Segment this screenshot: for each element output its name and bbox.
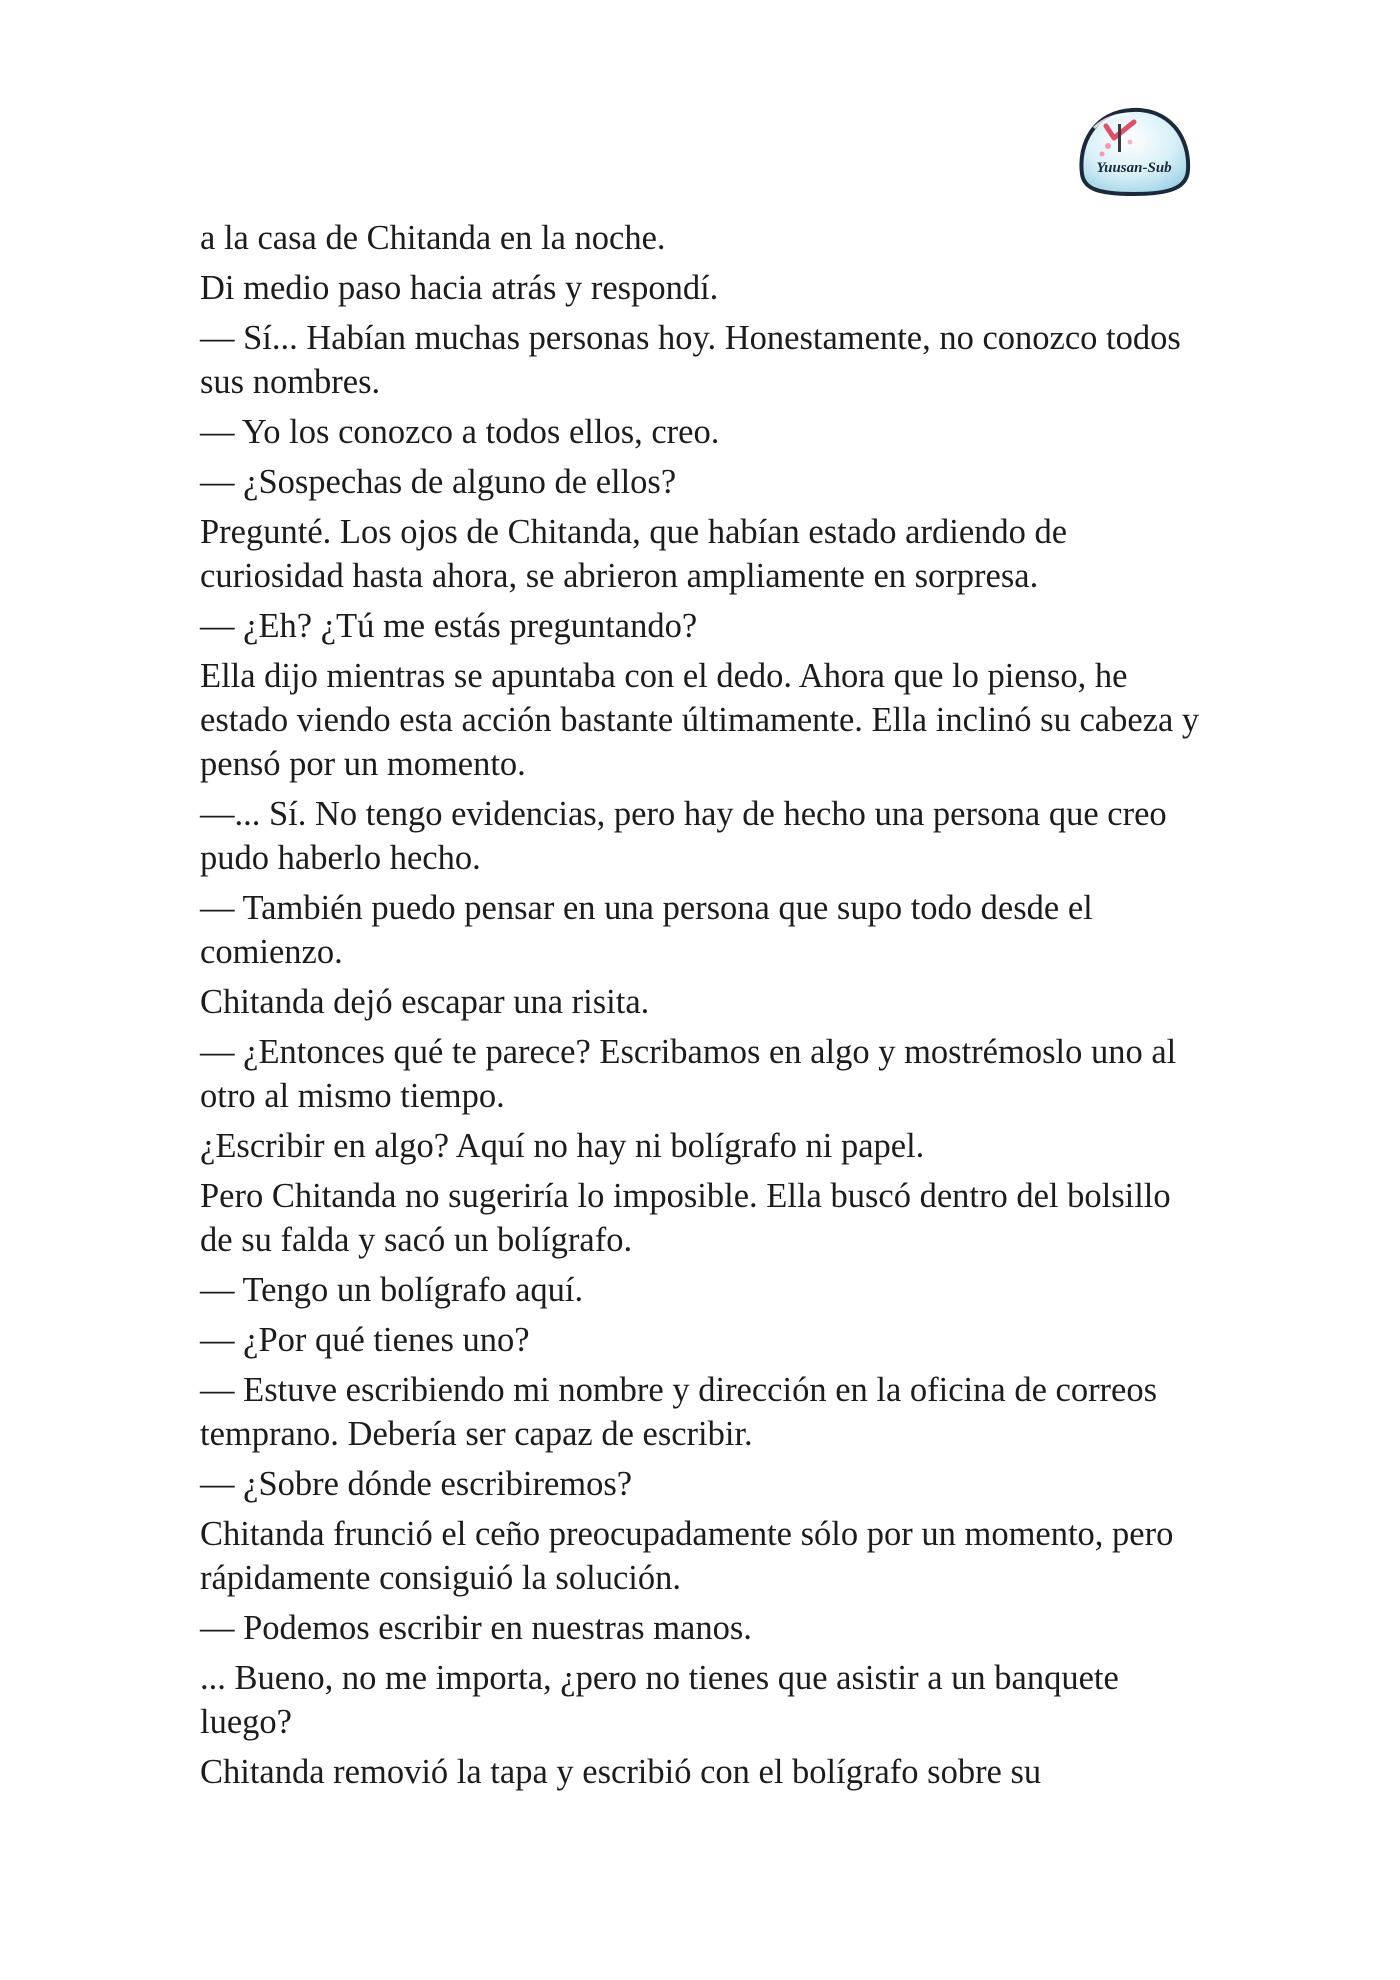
paragraph: —... Sí. No tengo evidencias, pero hay de hecho una persona que creo pudo haberlo hecho. [200,795,1167,877]
paragraph: Pero Chitanda no sugeriría lo imposible. Ella buscó dentro del bolsillo de su falda y sacó un bolígrafo. [200,1177,1171,1259]
paragraph: — Sí... Habían muchas personas hoy. Honestamente, no conozco todos sus nombres. [200,319,1181,401]
yuusan-sub-logo [1074,104,1194,200]
paragraph: — ¿Por qué tienes uno? [200,1321,530,1359]
paragraph: — Tengo un bolígrafo aquí. [200,1271,584,1309]
paragraph: Di medio paso hacia atrás y respondí. [200,269,719,307]
paragraph: Pregunté. Los ojos de Chitanda, que habían estado ardiendo de curiosidad hasta ahora, se abrieron ampliamente en sorpresa. [200,513,1068,595]
body-text [200,216,1210,1800]
paragraph: Chitanda dejó escapar una risita. [200,983,650,1021]
paragraph: — ¿Sospechas de alguno de ellos? [200,463,677,501]
paragraph: — También puedo pensar en una persona que supo todo desde el comienzo. [200,889,1093,971]
paragraph: ¿Escribir en algo? Aquí no hay ni bolígrafo ni papel. [200,1127,925,1165]
paragraph: — Yo los conozco a todos ellos, creo. [200,413,720,451]
paragraph: — Estuve escribiendo mi nombre y dirección en la oficina de correos temprano. Debería ser capaz de escribir. [200,1371,1158,1453]
paragraph: Chitanda frunció el ceño preocupadamente sólo por un momento, pero rápidamente consiguió la solución. [200,1515,1174,1597]
paragraph: — ¿Sobre dónde escribiremos? [200,1465,633,1503]
paragraph: Ella dijo mientras se apuntaba con el dedo. Ahora que lo pienso, he estado viendo esta acción bastante últimamente. Ella inclinó su cabeza y pensó por un momento. [200,657,1200,783]
paragraph: a la casa de Chitanda en la noche. [200,219,666,257]
paragraph: ... Bueno, no me importa, ¿pero no tienes que asistir a un banquete luego? [200,1659,1119,1741]
logo-text: Yuusan-Sub [1096,160,1172,176]
paragraph: — Podemos escribir en nuestras manos. [200,1609,752,1647]
paragraph: Chitanda removió la tapa y escribió con el bolígrafo sobre su [200,1753,1042,1791]
paragraph: — ¿Eh? ¿Tú me estás preguntando? [200,607,698,645]
paragraph: — ¿Entonces qué te parece? Escribamos en algo y mostrémoslo uno al otro al mismo tiempo. [200,1033,1177,1115]
